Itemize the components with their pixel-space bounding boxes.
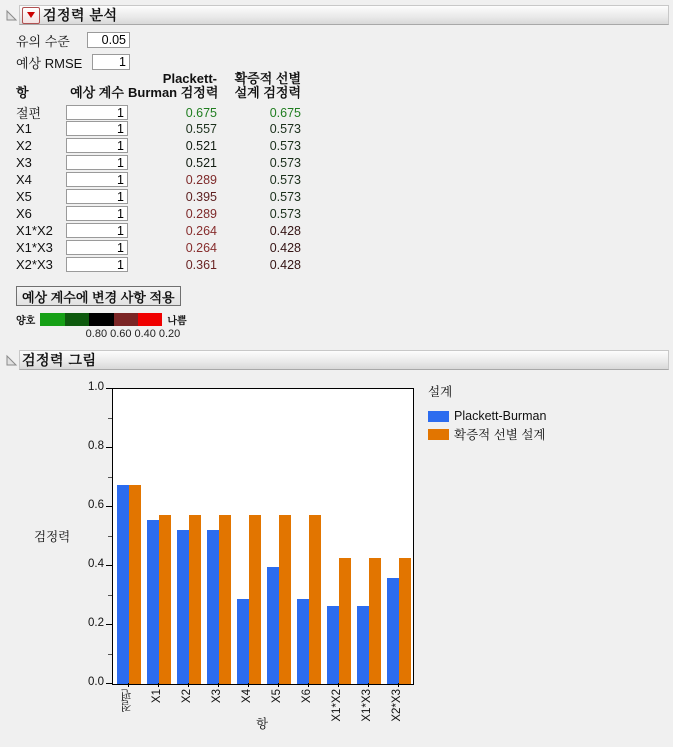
plot-area (112, 388, 414, 685)
bar-definitive-screening (219, 515, 231, 684)
x-tick (128, 683, 129, 687)
chart-legend-title: 설계 (428, 385, 453, 399)
dsd-power-value: 0.675 (269, 105, 301, 120)
col-dsd-header-line1: 확증적 선별 (234, 71, 301, 86)
x-axis-title: 항 (255, 717, 269, 731)
y-minor-tick (108, 418, 112, 419)
y-tick-label: 0.4 (88, 558, 104, 570)
bar-definitive-screening (279, 515, 291, 684)
y-major-tick (106, 565, 112, 566)
y-major-tick (106, 447, 112, 448)
pb-power-value: 0.289 (185, 172, 217, 187)
gradient-segment (89, 313, 113, 326)
rmse-label: 예상 RMSE (16, 55, 83, 71)
term-label: X2*X3 (16, 257, 53, 272)
table-row (16, 137, 304, 154)
bar-definitive-screening (159, 515, 171, 684)
bar-definitive-screening (309, 515, 321, 684)
dsd-power-value: 0.428 (269, 257, 301, 272)
chart-legend (428, 382, 546, 443)
term-label: X1 (16, 121, 32, 136)
table-row (16, 222, 304, 239)
pb-power-value: 0.289 (185, 206, 217, 221)
power-analysis-header (5, 5, 669, 25)
x-tick (158, 683, 159, 687)
significance-label: 유의 수준 (16, 33, 70, 49)
bar-plackett-burman (117, 485, 129, 684)
dsd-power-value: 0.428 (269, 223, 301, 238)
disclosure-triangle-icon[interactable] (5, 354, 18, 367)
table-row (16, 205, 304, 222)
dsd-power-value: 0.428 (269, 240, 301, 255)
power-bar-chart (0, 370, 673, 747)
term-label: X1*X3 (16, 240, 53, 255)
x-tick (248, 683, 249, 687)
y-major-tick (106, 506, 112, 507)
legend-bad-label: 나쁨 (167, 316, 187, 327)
bar-definitive-screening (339, 558, 351, 684)
x-tick-label: X1*X3 (361, 689, 373, 722)
y-minor-tick (108, 654, 112, 655)
y-major-tick (106, 683, 112, 684)
power-table (16, 72, 304, 273)
gradient-segment (40, 313, 64, 326)
term-label: X5 (16, 189, 32, 204)
y-minor-tick (108, 595, 112, 596)
y-tick-label: 1.0 (88, 381, 104, 393)
red-triangle-menu-icon[interactable] (22, 7, 40, 24)
coefficient-input[interactable] (66, 240, 128, 255)
term-label: 절편 (16, 106, 42, 121)
table-row (16, 256, 304, 273)
coefficient-input[interactable] (66, 172, 128, 187)
x-tick-label: X3 (211, 689, 223, 704)
gradient-tick-label: 0.40 (134, 328, 156, 340)
coefficient-input[interactable] (66, 105, 128, 120)
gradient-tick-label: 0.60 (110, 328, 132, 340)
bar-definitive-screening (189, 515, 201, 684)
power-plot-header (5, 350, 669, 370)
gradient-segment (114, 313, 138, 326)
legend-item (428, 407, 546, 425)
bar-plackett-burman (207, 530, 219, 684)
term-label: X3 (16, 155, 32, 170)
dsd-power-value: 0.573 (269, 155, 301, 170)
term-label: X2 (16, 138, 32, 153)
x-tick-label: X6 (301, 689, 313, 704)
dsd-power-value: 0.573 (269, 206, 301, 221)
significance-row (16, 31, 130, 49)
x-tick (278, 683, 279, 687)
rmse-row (16, 53, 130, 71)
bar-plackett-burman (267, 567, 279, 684)
pb-power-value: 0.675 (185, 105, 217, 120)
bar-plackett-burman (327, 606, 339, 684)
bar-definitive-screening (369, 558, 381, 684)
bar-plackett-burman (387, 578, 399, 684)
bar-plackett-burman (237, 599, 249, 684)
y-tick-label: 0.2 (88, 617, 104, 629)
x-tick (308, 683, 309, 687)
x-tick-label: X1*X2 (331, 689, 343, 722)
y-minor-tick (108, 477, 112, 478)
gradient-tick-label: 0.20 (158, 328, 181, 340)
coefficient-input[interactable] (66, 257, 128, 272)
term-label: X6 (16, 206, 32, 221)
apply-coefficients-button[interactable]: 예상 계수에 변경 사항 적용 (16, 286, 181, 306)
x-tick-label: X1 (151, 689, 163, 704)
legend-series-label: Plackett-Burman (454, 409, 547, 423)
power-analysis-title: 검정력 분석 (43, 7, 118, 23)
pb-power-value: 0.521 (185, 138, 217, 153)
bar-plackett-burman (177, 530, 189, 684)
table-row (16, 188, 304, 205)
power-table-header-line2 (16, 86, 304, 100)
col-dsd-header-line2: 설계 검정력 (234, 85, 301, 100)
legend-series-label: 확증적 선별 설계 (454, 428, 546, 442)
coefficient-input[interactable] (66, 138, 128, 153)
y-minor-tick (108, 536, 112, 537)
x-tick (188, 683, 189, 687)
pb-power-value: 0.395 (185, 189, 217, 204)
disclosure-triangle-icon[interactable] (5, 9, 18, 22)
pb-power-value: 0.264 (185, 240, 217, 255)
power-plot-title: 검정력 그림 (22, 352, 97, 368)
x-tick-label: 절편 (121, 689, 133, 712)
dsd-power-value: 0.573 (269, 138, 301, 153)
table-row (16, 239, 304, 256)
col-pb-header-line2: Burman 검정력 (128, 85, 219, 100)
y-tick-label: 0.6 (88, 499, 104, 511)
coefficient-input[interactable] (66, 155, 128, 170)
bar-plackett-burman (147, 520, 159, 684)
table-row (16, 154, 304, 171)
bar-definitive-screening (249, 515, 261, 684)
power-plot-header-bar (19, 350, 669, 370)
pb-power-value: 0.264 (185, 223, 217, 238)
power-gradient-ticks (16, 327, 206, 340)
legend-good-label: 양호 (16, 316, 36, 327)
coefficient-input[interactable] (66, 189, 128, 204)
col-coef-header: 예상 계수 (70, 85, 124, 100)
bar-plackett-burman (357, 606, 369, 684)
x-tick (338, 683, 339, 687)
bar-plackett-burman (297, 599, 309, 684)
gradient-segment (138, 313, 162, 326)
bar-definitive-screening (399, 558, 411, 684)
dsd-power-value: 0.573 (269, 189, 301, 204)
power-analysis-header-bar (19, 5, 669, 25)
x-tick-label: X2*X3 (391, 689, 403, 722)
x-tick-label: X4 (241, 689, 253, 704)
pb-power-value: 0.521 (185, 155, 217, 170)
y-axis-title: 검정력 (34, 530, 71, 544)
power-gradient-bar (40, 313, 162, 326)
power-table-body (16, 103, 304, 273)
y-major-tick (106, 388, 112, 389)
y-tick-label: 0.8 (88, 440, 104, 452)
coefficient-input[interactable] (66, 206, 128, 221)
y-tick-label: 0.0 (88, 676, 104, 688)
term-label: X4 (16, 172, 32, 187)
dsd-power-value: 0.573 (269, 121, 301, 136)
significance-input[interactable] (87, 32, 130, 48)
x-tick (398, 683, 399, 687)
col-term-header: 항 (16, 85, 29, 100)
x-tick-label: X2 (181, 689, 193, 704)
coefficient-input[interactable] (66, 121, 128, 136)
legend-swatch-icon (428, 411, 449, 422)
x-tick (368, 683, 369, 687)
x-tick-label: X5 (271, 689, 283, 704)
table-row (16, 103, 304, 120)
legend-swatch-icon (428, 429, 449, 440)
power-table-header-line1 (16, 72, 304, 86)
power-color-legend (16, 312, 206, 340)
table-row (16, 171, 304, 188)
pb-power-value: 0.361 (185, 257, 217, 272)
bar-definitive-screening (129, 485, 141, 684)
gradient-tick-label: 0.80 (85, 328, 108, 340)
col-pb-header-line1: Plackett- (162, 71, 217, 86)
gradient-segment (65, 313, 89, 326)
table-row (16, 120, 304, 137)
y-major-tick (106, 624, 112, 625)
rmse-input[interactable] (92, 54, 130, 70)
x-tick (218, 683, 219, 687)
legend-item (428, 425, 546, 443)
term-label: X1*X2 (16, 223, 53, 238)
pb-power-value: 0.557 (185, 121, 217, 136)
dsd-power-value: 0.573 (269, 172, 301, 187)
coefficient-input[interactable] (66, 223, 128, 238)
